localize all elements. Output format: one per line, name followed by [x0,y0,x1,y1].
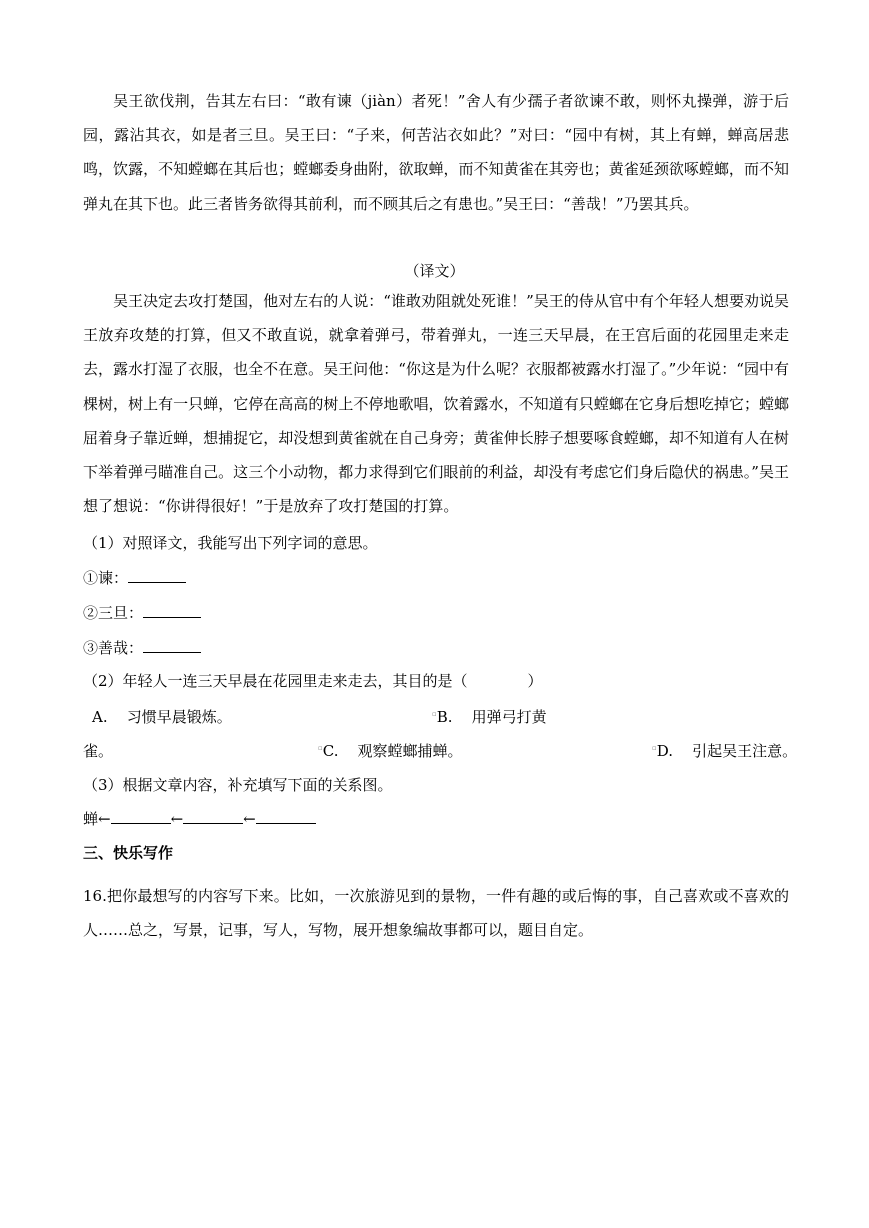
chain-blank-1[interactable] [111,811,171,824]
translation-title: （译文） [404,262,465,280]
question-1-prompt: （1）对照译文，我能写出下列字词的意思。 [83,534,378,552]
relation-chain [83,808,316,829]
answer-blank[interactable] [143,640,201,653]
option-a[interactable]: A. 习惯早晨锻炼。 [92,708,232,726]
writing-prompt: 16.把你最想写的内容写下来。比如，一次旅游见到的景物，一件有趣的或后悔的事，自己喜欢或不喜欢的人……总之，写景，记事，写人，写物，展开想象编故事都可以，题目自定。 [83,887,789,939]
answer-blank[interactable] [143,605,201,618]
question-1-item-2 [83,602,201,623]
chain-start: 蝉 [83,810,99,828]
chain-blank-3[interactable] [256,811,316,824]
translation-passage: 吴王决定去攻打楚国，他对左右的人说：“谁敢劝阻就处死谁！”吴王的侍从官中有个年轻人想要劝说吴王放弃攻楚的打算，但又不敢直说，就拿着弹弓，带着弹丸，一连三天早晨，在王宫后面的花园里走来走去，露水打湿了衣服，也全不在意。吴王问他：“你这是为什么呢？衣服都被露水打湿了。”少年说：“园中有棵树，树上有一只蝉，它停在高高的树上不停地歌唱，饮着露水，不知道有只螳螂在它身后想吃掉它；螳螂屈着身子靠近蝉，想捕捉它，却没想到黄雀就在自己身旁；黄雀伸长脖子想要啄食螳螂，却不知道有人在树下举着弹弓瞄准自己。这三个小动物，都力求得到它们眼前的利益，却没有考虑它们身后隐伏的祸患。”吴王想了想说：“你讲得很好！”于是放弃了攻打楚国的打算。 [83,292,789,516]
question-3-prompt: （3）根据文章内容，补充填写下面的关系图。 [83,776,393,794]
section-heading: 三、快乐写作 [83,844,174,862]
item-label: ③善哉： [83,639,144,657]
option-b-continued: 雀。 [83,742,114,760]
option-d[interactable]: ▫D. 引起吴王注意。 [652,742,798,760]
arrow-left-icon: ← [243,810,256,828]
item-label: ②三旦： [83,604,144,622]
question-2-prompt: （2）年轻人一连三天早晨在花园里走来走去，其目的是（ ） [83,672,543,690]
arrow-left-icon: ← [170,810,184,828]
arrow-left-icon: ← [98,810,111,828]
classical-passage: 吴王欲伐荆，告其左右曰：“敢有谏（jiàn）者死！”舍人有少孺子者欲谏不敢，则怀丸操弹，游于后园，露沾其衣，如是者三旦。吴王曰：“子来，何苦沾衣如此？”对曰：“园中有树，其上有蝉，蝉高居悲鸣，饮露，不知螳螂在其后也；螳螂委身曲附，欲取蝉，而不知黄雀在其旁也；黄雀延颈欲啄螳螂，而不知弹丸在其下也。此三者皆务欲得其前利，而不顾其后之有患也。”吴王曰：“善哉！”乃罢其兵。 [83,92,789,213]
option-b[interactable]: ▫B. 用弹弓打黄 [432,708,547,726]
option-c[interactable]: ▫C. 观察螳螂捕蝉。 [318,742,463,760]
question-1-item-3 [83,637,201,658]
item-label: ①谏： [83,569,129,587]
chain-blank-2[interactable] [183,811,243,824]
question-1-item-1 [83,567,186,588]
answer-blank[interactable] [128,570,186,583]
